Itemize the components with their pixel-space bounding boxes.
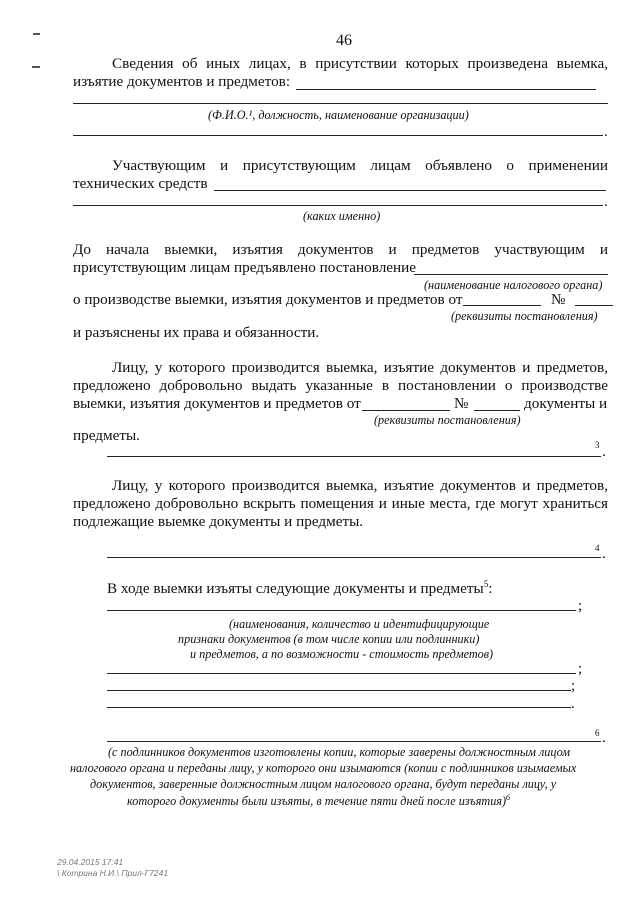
- s6-blank-2[interactable]: [107, 673, 576, 674]
- s6-end-dot-1: .: [571, 695, 575, 712]
- s4-line3a: выемки, изъятия документов и предметов от: [73, 395, 361, 412]
- s3-line1: До начала выемки, изъятия документов и предметов участвующим и: [73, 241, 608, 258]
- s6-end-dot-2: .: [602, 729, 606, 746]
- s4-line2: предложено добровольно выдать указанные в постановлении о производстве: [73, 377, 608, 394]
- s3-caption-organ: (наименование налогового органа): [424, 278, 603, 292]
- s6-blank-3[interactable]: [107, 690, 571, 691]
- s4-footnote: 3: [595, 440, 600, 450]
- s6-note-line4: [127, 793, 510, 809]
- s3-blank-number[interactable]: [575, 305, 613, 306]
- margin-mark: [32, 66, 40, 68]
- s5-line1: Лицу, у которого производится выемка, изъятие документов и предметов,: [112, 477, 608, 494]
- s6-semicolon-3: ;: [571, 677, 576, 694]
- s2-line1: Участвующим и присутствующим лицам объявлено о применении: [112, 157, 608, 174]
- s2-caption: (каких именно): [303, 209, 381, 223]
- s2-blank-1[interactable]: [214, 190, 606, 191]
- s6-semicolon-2: ;: [578, 660, 583, 677]
- s3-line4: и разъяснены их права и обязанности.: [73, 324, 320, 341]
- s6-blank-1[interactable]: [107, 610, 576, 611]
- s4-blank-number[interactable]: [474, 410, 520, 411]
- s6-note-line4-text: которого документы были изъяты, в течение пяти дней после изъятия): [127, 794, 507, 809]
- s2-line2: технических средств: [73, 175, 208, 192]
- s6-note-line3: документов, заверенные должностным лицом налогового органа, будут переданы лицу, у: [90, 777, 557, 791]
- s1-blank-2[interactable]: [73, 103, 608, 104]
- s5-end-dot: .: [602, 545, 606, 562]
- s1-blank-1[interactable]: [296, 89, 596, 90]
- s3-blank-organ[interactable]: [414, 274, 608, 275]
- margin-mark: [33, 33, 40, 35]
- s6-note-line2: налогового органа и переданы лицу, у которого они изымаются (копии с подлинников изымаемых: [70, 761, 577, 775]
- s6-note-line1: (с подлинников документов изготовлены копии, которые заверены должностным лицом: [108, 745, 571, 759]
- s1-blank-3[interactable]: [73, 135, 603, 136]
- s4-blank-date[interactable]: [362, 410, 450, 411]
- s2-end-dot: .: [604, 193, 608, 210]
- print-stamp-user: \ Котрина Н.И.\ Прил-Г7241: [57, 868, 169, 878]
- s4-blank[interactable]: [107, 456, 601, 457]
- s1-end-dot: .: [604, 123, 608, 140]
- s6-caption1: (наименования, количество и идентифицирующие: [229, 617, 490, 631]
- s6-semicolon-1: ;: [578, 597, 583, 614]
- s6-note-sup: 6: [506, 793, 511, 802]
- s3-line3: о производстве выемки, изъятия документов и предметов от: [73, 291, 463, 308]
- s5-blank[interactable]: [107, 557, 601, 558]
- s5-line2: предложено добровольно вскрыть помещения и иные места, где могут храниться: [73, 495, 608, 512]
- s3-caption-requisites: (реквизиты постановления): [451, 309, 598, 323]
- s6-footnote: 6: [595, 728, 600, 738]
- s1-caption: (Ф.И.О.¹, должность, наименование организации): [208, 108, 469, 122]
- s3-line2: присутствующим лицам предъявлено постановление: [73, 259, 417, 276]
- s4-line4: предметы.: [73, 427, 140, 444]
- s5-footnote: 4: [595, 543, 600, 553]
- s1-line2: изъятие документов и предметов:: [73, 73, 291, 90]
- s6-heading-text: В ходе выемки изъяты следующие документы и предметы: [107, 580, 484, 598]
- s2-blank-2[interactable]: [73, 205, 603, 206]
- s4-end-dot: .: [602, 443, 606, 460]
- s5-line3: подлежащие выемке документы и предметы.: [73, 513, 364, 530]
- s3-no-sign: №: [551, 291, 566, 308]
- s3-blank-date[interactable]: [463, 305, 541, 306]
- s6-blank-5[interactable]: [107, 741, 601, 742]
- s4-line3b: документы и: [524, 395, 608, 412]
- s6-heading-colon: :: [488, 580, 493, 598]
- s1-line1: Сведения об иных лицах, в присутствии которых произведена выемка,: [112, 55, 608, 72]
- s6-heading: [107, 579, 492, 598]
- s4-caption: (реквизиты постановления): [374, 413, 521, 427]
- s6-caption2: признаки документов (в том числе копии или подлинники): [178, 632, 480, 646]
- print-stamp-date: 29.04.2015 17:41: [57, 857, 124, 867]
- s6-blank-4[interactable]: [107, 707, 571, 708]
- s4-line1: Лицу, у которого производится выемка, изъятие документов и предметов,: [112, 359, 608, 376]
- s6-heading-sup: 5: [483, 579, 489, 589]
- s6-caption3: и предметов, а по возможности - стоимость предметов): [190, 647, 494, 661]
- s4-no-sign: №: [454, 395, 469, 412]
- page-number: 46: [336, 32, 352, 49]
